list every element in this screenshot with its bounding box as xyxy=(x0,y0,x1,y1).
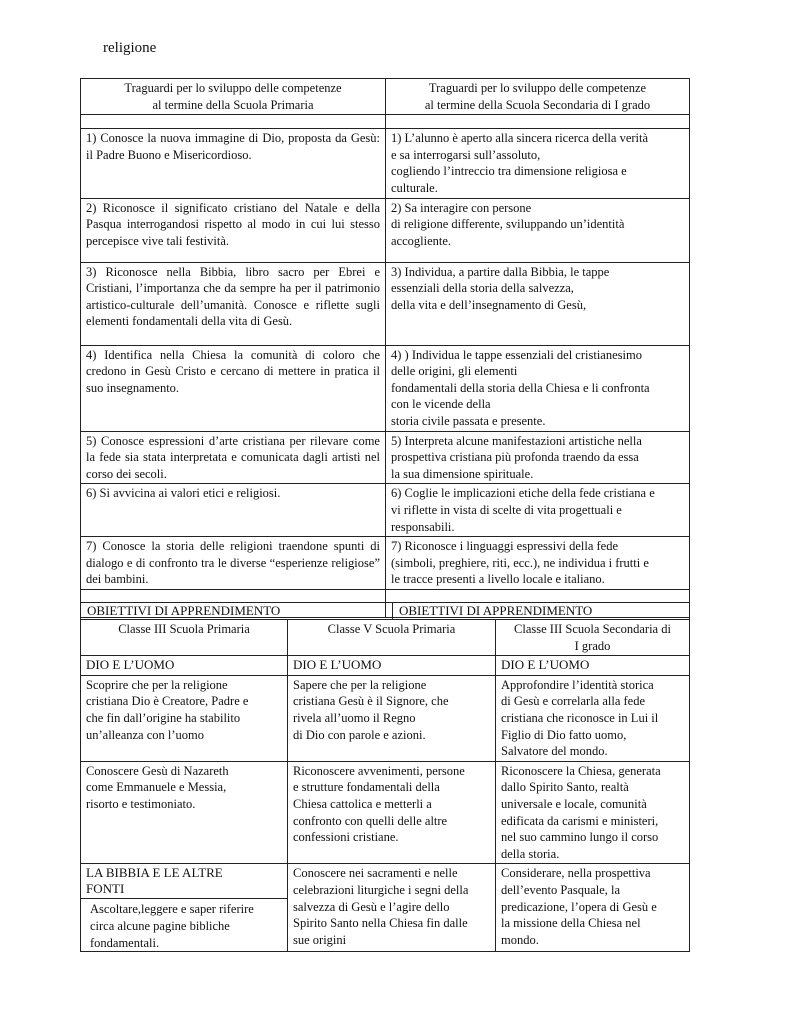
divider-line xyxy=(80,602,81,619)
traguardo-primaria-4: 4) Identifica nella Chiesa la comunità di coloro che credono in Gesù Cristo e cercano di mettere in pratica il suo insegnamento. xyxy=(81,345,386,431)
obiettivo-cell: Conoscere Gesù di Nazareth come Emmanuele e Messia, risorto e testimoniato. xyxy=(81,761,288,864)
obiettivo-cell: Riconoscere la Chiesa, generata dallo Spirito Santo, realtà universale e locale, comunità edificata da carismi e ministeri, nel suo cammino lungo il corso della storia. xyxy=(496,761,690,864)
traguardo-primaria-7: 7) Conosce la storia delle religioni traendone spunti di dialogo e di confronto tra le diverse “esperienze religiose” dei bambini. xyxy=(81,537,386,590)
traguardi-table xyxy=(80,78,690,618)
traguardo-secondaria-5: 5) Interpreta alcune manifestazioni artistiche nella prospettiva cristiana più profonda traendo da essa la sua dimensione spirituale. xyxy=(386,431,690,484)
traguardo-secondaria-1: 1) L’alunno è aperto alla sincera ricerca della verità e sa interrogarsi sull’assoluto, cogliendo l’intreccio tra dimensione religiosa e culturale. xyxy=(386,129,690,198)
header-secondaria: Traguardi per lo sviluppo delle competenze al termine della Scuola Secondaria di I grado xyxy=(386,79,690,115)
section-dio-e-uomo: DIO E L’UOMO xyxy=(496,656,690,676)
col-header-classe-iii-secondaria: Classe III Scuola Secondaria di I grado xyxy=(496,620,690,656)
section-dio-e-uomo: DIO E L’UOMO xyxy=(288,656,496,676)
page-title: religione xyxy=(103,40,157,56)
obiettivi-table xyxy=(80,619,690,952)
bibbia-cell xyxy=(81,864,288,952)
spacer-cell xyxy=(386,115,690,129)
divider-line xyxy=(689,602,690,619)
obiettivo-cell: Ascoltare,leggere e saper riferire circa alcune pagine bibliche fondamentali. xyxy=(90,902,254,950)
obiettivo-cell: Riconoscere avvenimenti, persone e strutture fondamentali della Chiesa cattolica e metterli a confronto con quelli delle altre confessioni cristiane. xyxy=(288,761,496,864)
col-header-classe-iii-primaria: Classe III Scuola Primaria xyxy=(81,620,288,656)
obiettivo-cell: Considerare, nella prospettiva dell’evento Pasquale, la predicazione, l’opera di Gesù e la missione della Chiesa nel mondo. xyxy=(496,864,690,952)
traguardo-primaria-6: 6) Si avvicina ai valori etici e religiosi. xyxy=(81,484,386,537)
obiettivo-cell: Sapere che per la religione cristiana Gesù è il Signore, che rivela all’uomo il Regno di Dio con parole e azioni. xyxy=(288,675,496,761)
traguardo-primaria-5: 5) Conosce espressioni d’arte cristiana per rilevare come la fede sia stata interpretata e comunicata dagli artisti nel corso dei secoli. xyxy=(81,431,386,484)
obiettivo-cell: Scoprire che per la religione cristiana Dio è Creatore, Padre e che fin dall’origine ha stabilito un’alleanza con l’uomo xyxy=(81,675,288,761)
divider-line xyxy=(392,602,393,619)
section-bibbia-fonti: LA BIBBIA E LE ALTRE FONTI xyxy=(81,864,287,899)
traguardo-secondaria-6: 6) Coglie le implicazioni etiche della fede cristiana e vi riflette in vista di scelte di vita progettuali e responsabili. xyxy=(386,484,690,537)
traguardo-secondaria-4: 4) ) Individua le tappe essenziali del cristianesimo delle origini, gli elementi fondamentali della storia della Chiesa e li confronta con le vicende della storia civile passata e presente. xyxy=(386,345,690,431)
obiettivi-heading-right: OBIETTIVI DI APPRENDIMENTO xyxy=(399,603,593,618)
obiettivo-cell: Approfondire l’identità storica di Gesù e correlarla alla fede cristiana che riconosce in Lui il Figlio di Dio fatto uomo, Salvatore del mondo. xyxy=(496,675,690,761)
col-header-classe-v-primaria: Classe V Scuola Primaria xyxy=(288,620,496,656)
traguardo-primaria-2: 2) Riconosce il significato cristiano del Natale e della Pasqua interrogandosi rispetto al modo in cui lui stesso percepisce vive tali festività. xyxy=(81,198,386,262)
traguardo-secondaria-3: 3) Individua, a partire dalla Bibbia, le tappe essenziali della storia della salvezza, della vita e dell’insegnamento di Gesù, xyxy=(386,262,690,345)
traguardo-primaria-1: 1) Conosce la nuova immagine di Dio, proposta da Gesù: il Padre Buono e Misericordioso. xyxy=(81,129,386,198)
obiettivi-heading-left: OBIETTIVI DI APPRENDIMENTO xyxy=(87,603,281,618)
spacer-cell xyxy=(81,115,386,129)
obiettivo-cell: Conoscere nei sacramenti e nelle celebrazioni liturgiche i segni della salvezza di Gesù e l’agire dello Spirito Santo nella Chiesa fin dalle sue origini xyxy=(288,864,496,952)
traguardo-secondaria-7: 7) Riconosce i linguaggi espressivi della fede (simboli, preghiere, riti, ecc.), ne individua i frutti e le tracce presenti a livello locale e italiano. xyxy=(386,537,690,590)
header-primaria: Traguardi per lo sviluppo delle competenze al termine della Scuola Primaria xyxy=(81,79,386,115)
section-dio-e-uomo: DIO E L’UOMO xyxy=(81,656,288,676)
traguardo-secondaria-2: 2) Sa interagire con persone di religione differente, sviluppando un’identità accogliente. xyxy=(386,198,690,262)
traguardo-primaria-3: 3) Riconosce nella Bibbia, libro sacro per Ebrei e Cristiani, l’importanza che da sempre ha per il patrimonio artistico-culturale dell’umanità. Conosce e riflette sugli elementi fondamentali della vita di Gesù. xyxy=(81,262,386,345)
